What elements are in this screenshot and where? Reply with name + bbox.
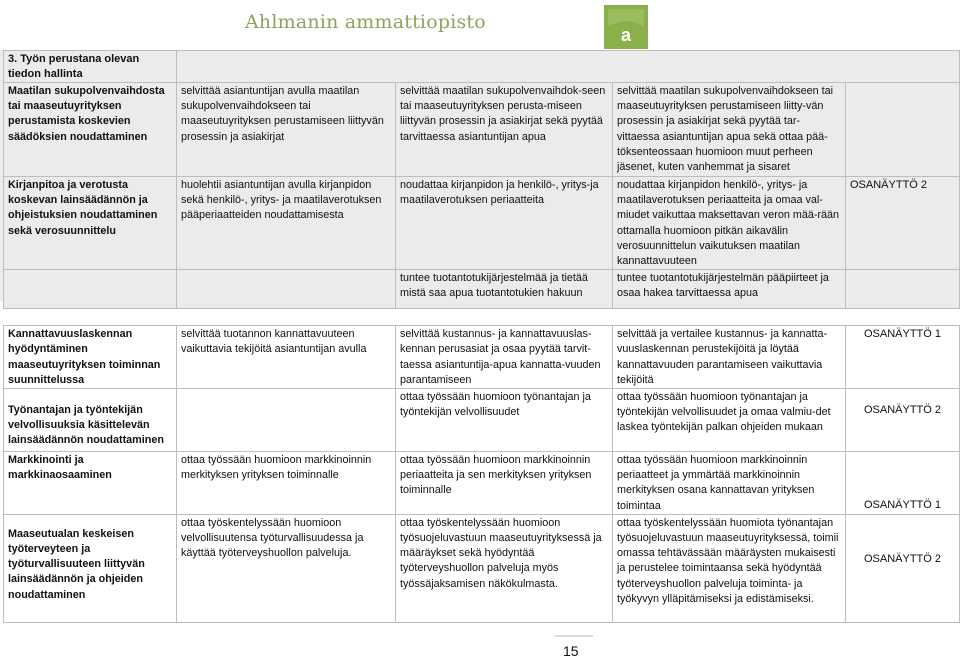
hyva-cell: tuntee tuotantotukijärjestelmää ja tietää mistä saa apua tuotantotukien hakuun <box>396 270 613 309</box>
hyva-cell: selvittää kustannus- ja kannattavuuslas-kennan perusasiat ja osaa pyytää tarvit-taessa asiantuntija-apua kannatta-vuuden parantamiseen <box>396 326 613 389</box>
topic-cell: Maaseutualan keskeisen työterveyteen ja työturvallisuuteen liittyvän lainsäädännön ja ohjeiden noudattaminen <box>4 514 177 622</box>
hyva-cell: ottaa työssään huomioon työnantajan ja työntekijän velvollisuudet <box>396 389 613 452</box>
table-row <box>4 514 960 622</box>
table-row <box>4 270 960 309</box>
hyva-cell: ottaa työssään huomioon markkinoinnin periaatteita ja sen merkityksen yrityksen toiminnalle <box>396 452 613 515</box>
table-row <box>4 177 960 270</box>
osanaytto-cell: OSANÄYTTÖ 2 <box>846 177 960 270</box>
osanaytto-cell: OSANÄYTTÖ 2 <box>846 514 960 622</box>
osanaytto-cell <box>846 83 960 177</box>
topic-cell <box>4 270 177 309</box>
kiitettava-cell: ottaa työskentelyssään huomiota työnantajan työsuojeluvastuun maaseutuyrityksessä, toimii omassa tehtävässään määräysten mukaisesti ja perustelee toimintaansa sekä hyödyntää työterveyshuollon palveluja toiminta- ja työkyvyn ylläpitämiseksi ja edistämiseksi. <box>613 514 846 622</box>
page-number-divider <box>555 635 593 637</box>
osanaytto-cell: OSANÄYTTÖ 1 <box>846 452 960 515</box>
topic-cell: Kirjanpitoa ja verotusta koskevan lainsäädännön ja ohjeistuksien noudattaminen sekä verosuunnittelu <box>4 177 177 270</box>
topic-cell: Maatilan sukupolvenvaihdosta tai maaseutuyrityksen perustamista koskevien säädöksien noudattaminen <box>4 83 177 177</box>
table-row <box>4 326 960 389</box>
tyydyttava-cell <box>177 389 396 452</box>
school-name: Ahlmanin ammattiopisto <box>245 11 486 33</box>
section-heading: 3. Työn perustana olevan tiedon hallinta <box>4 51 177 83</box>
hyva-cell: selvittää maatilan sukupolvenvaihdok-seen tai maaseutuyrityksen perusta-miseen liittyvän prosessin ja asiakirjat sekä pyytää tarvittaessa asiantuntijan apua <box>396 83 613 177</box>
kiitettava-cell: ottaa työssään huomioon markkinoinnin periaatteet ja ymmärtää markkinoinnin merkityksen osana kannattavan yrityksen toimintaa <box>613 452 846 515</box>
kiitettava-cell: selvittää maatilan sukupolvenvaihdokseen tai maaseutuyrityksen perustamiseen liitty-vän prosessin ja asiakirjat sekä pyytää tar-vittaessa asiantuntijan apua sekä ottaa pää-töksenteossaan huomioon muut perheen jäsenet, kuten vanhemmat ja sisaret <box>613 83 846 177</box>
page-number: 15 <box>563 643 579 659</box>
kiitettava-cell: noudattaa kirjanpidon henkilö-, yritys- ja maatilaverotuksen periaatteita ja omaa val-miudet vaikuttaa maksettavan veron mää-rään ottamalla huomioon pitkän aikavälin verosuunnittelun vaikutuksen maatilan kannattavuuteen <box>613 177 846 270</box>
topic-cell: Työnantajan ja työntekijän velvollisuuksia käsittelevän lainsäädännön noudattaminen <box>4 389 177 452</box>
tyydyttava-cell: selvittää asiantuntijan avulla maatilan sukupolvenvaihdokseen tai maaseutuyrityksen perustamiseen liittyvän prosessin ja asiakirjat <box>177 83 396 177</box>
hyva-cell: ottaa työskentelyssään huomioon työsuojeluvastuun maaseutuyrityksessä ja määräykset sekä hyödyntää työterveyshuollon palveluja myös työssäjaksamisen näkökulmasta. <box>396 514 613 622</box>
tyydyttava-cell: huolehtii asiantuntijan avulla kirjanpidon sekä henkilö-, yritys- ja maatilaverotuksen pääperiaatteiden noudattamisesta <box>177 177 396 270</box>
tyydyttava-cell: ottaa työssään huomioon markkinoinnin merkityksen yrityksen toiminnalle <box>177 452 396 515</box>
section-heading-row <box>4 51 960 83</box>
tyydyttava-cell: ottaa työskentelyssään huomioon velvollisuutensa työturvallisuudessa ja käyttää työterveyshuollon palveluja. <box>177 514 396 622</box>
osanaytto-cell: OSANÄYTTÖ 1 <box>846 326 960 389</box>
osanaytto-cell <box>846 270 960 309</box>
criteria-table <box>3 50 960 623</box>
kiitettava-cell: tuntee tuotantotukijärjestelmän pääpiirteet ja osaa hakea tarvittaessa apua <box>613 270 846 309</box>
topic-cell: Kannattavuuslaskennan hyödyntäminen maaseutuyrityksen toiminnan suunnittelussa <box>4 326 177 389</box>
table-row <box>4 83 960 177</box>
svg-text:a: a <box>620 25 632 45</box>
tyydyttava-cell: selvittää tuotannon kannattavuuteen vaikuttavia tekijöitä asiantuntijan avulla <box>177 326 396 389</box>
topic-cell: Markkinointi ja markkinaosaaminen <box>4 452 177 515</box>
hyva-cell: noudattaa kirjanpidon ja henkilö-, yritys-ja maatilaverotuksen periaatteita <box>396 177 613 270</box>
tyydyttava-cell <box>177 270 396 309</box>
logo-icon <box>604 5 648 49</box>
school-logo <box>604 5 648 49</box>
table-row <box>4 389 960 452</box>
table-row <box>4 452 960 515</box>
kiitettava-cell: selvittää ja vertailee kustannus- ja kannatta-vuuslaskennan perustekijöitä ja löytää kannattavuuden parantamiseen vaikuttavia tekijöitä <box>613 326 846 389</box>
kiitettava-cell: ottaa työssään huomioon työnantajan ja työntekijän velvollisuudet ja omaa valmiu-det laskea työntekijän palkan ohjeiden mukaan <box>613 389 846 452</box>
osanaytto-cell: OSANÄYTTÖ 2 <box>846 389 960 452</box>
